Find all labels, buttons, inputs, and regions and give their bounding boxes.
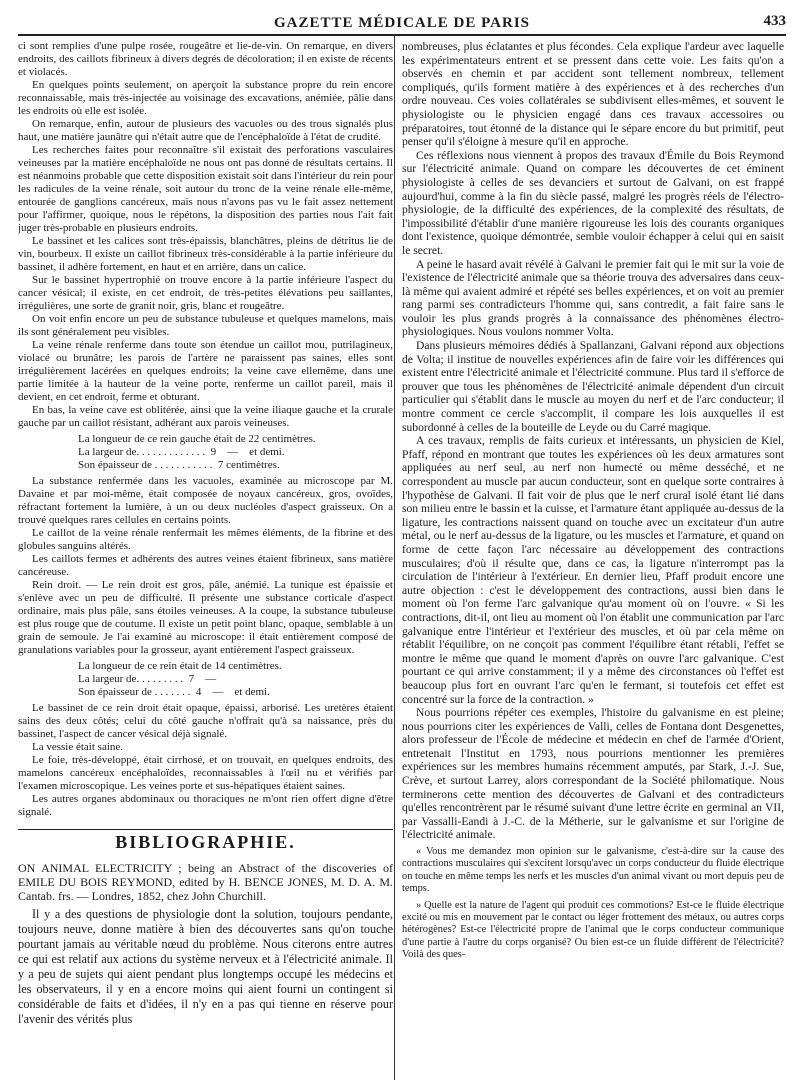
quoted-letter: » Quelle est la nature de l'agent qui produit ces commotions? Est-ce le fluide électrique excité ou mis en mouvement par le contact ou léger frottement des métaux, ou autres corps hétérogènes? Est-ce l'électricité propre de l'animal que le corps conducteur communique d'une partie à l'autre du corps organisé? Ou bien est-ce un fluide différent de l'électricité? Voilà des ques- xyxy=(402,899,784,961)
measurement-line: La largeur de. . . . . . . . . . . . . 9 — et demi. xyxy=(78,446,285,458)
measurement-line: Son épaisseur de . . . . . . . . . . . 7 centimètres. xyxy=(78,459,280,471)
paragraph: Dans plusieurs mémoires dédiés à Spallanzani, Galvani répond aux objections de Volta; il institue de nouvelles expériences afin de faire voir les différences qui existent entre l'électricité animale et l'électricité commune. Plus tard il s'efforce de prouver que tous les phénomènes de l'électricité animale dépendent d'un circuit particulier qui s'établit dans le muscle au moyen du nerf et de l'arc conducteur; il montre comment ce cercle s'accomplit, il compare les lois auxquelles il est subordonné à celles de la bouteille de Leyde ou du Carré magique. xyxy=(402,339,784,434)
paragraph: Les caillots fermes et adhérents des autres veines étaient fibrineux, sans matière cancéreuse. xyxy=(18,553,393,578)
page-number: 433 xyxy=(763,13,786,29)
paragraph: En bas, la veine cave est oblitérée, ainsi que la veine iliaque gauche et la crurale gauche par un caillot résistant, adhérant aux parois veineuses. xyxy=(18,404,393,429)
paragraph: Le foie, très-développé, était cirrhosé, et on trouvait, en quelques endroits, des mamelons cancéreux encéphaloïdes, reconnaissables à l'œil nu et vérifiés par l'examen microscopique. Les veines porte et sus-hépatiques étaient saines. xyxy=(18,754,393,792)
journal-title: GAZETTE MÉDICALE DE PARIS xyxy=(273,15,530,31)
paragraph: On voit enfin encore un peu de substance tubuleuse et quelques mamelons, mais ils sont généralement peu visibles. xyxy=(18,313,393,338)
paragraph: Ces réflexions nous viennent à propos des travaux d'Émile du Bois Reymond sur l'électricité animale. Quand on compare les découvertes de cet éminent physiologiste à celles de ses devanciers et surtout de Galvani, on est frappé aujourd'hui, comme à la fin du siècle passé, malgré les progrès réels de l'électro-physiologie, de la difficulté des expériences, de la complexité des résultats, de l'impossibilité d'établir d'une manière rigoureuse les lois des courants organiques dont l'existence, quoique démontrée, semble vouloir échapper à celui qui en saisit le secret. xyxy=(402,148,784,257)
quoted-letter: « Vous me demandez mon opinion sur le galvanisme, c'est-à-dire sur la cause des contractions musculaires qui s'excitent lorsqu'avec un corps conducteur du fluide électrique on touche en même temps les nerfs et les muscles d'un animal vivant ou mort depuis peu de temps. xyxy=(402,846,784,895)
paragraph: Le caillot de la veine rénale renfermait les mêmes éléments, de la fibrine et des globules sanguins altérés. xyxy=(18,527,393,552)
measurement-line: La largeur de. . . . . . . . . 7 — xyxy=(78,673,217,685)
paragraph: ci sont remplies d'une pulpe rosée, rougeâtre et lie-de-vin. On remarque, en divers endroits, des caillots fibrineux à divers degrés de décoloration; il en existe de récents et violacés. xyxy=(18,40,393,78)
paragraph: Sur le bassinet hypertrophié on trouve encore à la partie inférieure l'aspect du cancer vésical; il existe, en cet endroit, de très-petites élévations peu saillantes, irrégulières, une sorte de granit noir, gris, blanc et rougeâtre. xyxy=(18,274,393,312)
paragraph: Nous pourrions répéter ces exemples, l'histoire du galvanisme en est pleine; nous pourrions citer les expériences de Valli, celles de Fontana dont Desgenettes, alors professeur de l'École de médecine et médecin en chef de l'armée d'Orient, entretenait l'Institut en 1793, nous pourrions mentionner les premières expériences sur les membres humains récemment amputés, par Stark, J.-J. Sue, Crève, et surtout Larrey, alors correspondant de la Société philomatique. Nous terminerons cette mention des découvertes de Galvani et des contradicteurs qu'elles rencontrèrent par le résumé suivant d'une lettre écrite en germinal an VII, par Vassalli-Eandi à J.-C. de la Métherie, sur le galvanisme et sur l'origine de l'électricité animale. xyxy=(402,706,784,842)
page-header xyxy=(18,6,786,36)
paragraph: Le bassinet de ce rein droit était opaque, épaissi, arborisé. Les uretères étaient sains des deux côtés; celui du côté gauche n'offrait qu'à sa naissance, près du bassinet, l'aspect de cancer vésical déjà signalé. xyxy=(18,702,393,740)
paragraph: Les autres organes abdominaux ou thoraciques ne m'ont rien offert digne d'être signalé. xyxy=(18,793,393,818)
section-heading-bibliographie: BIBLIOGRAPHIE. xyxy=(18,829,393,855)
paragraph: nombreuses, plus éclatantes et plus fécondes. Cela explique l'ardeur avec laquelle les expérimentateurs entrent et se pressent dans cette voie. Les faits qu'on a observés en chemin et par accident sont tellement nombreux, tellement compliqués, qu'ils forment matière à des expériences et à des recherches d'un ordre nouveau. Ces voies collatérales se subdivisent elles-mêmes, et souvent le physiologiste ou le physicien engagé dans ces travaux accessoires ou préparatoires, tout étonné de la distance qui le sépare encore du but primitif, peut penser qu'il s'éloigne à mesure qu'il en approche. xyxy=(402,40,784,149)
measurement-line: La longueur de ce rein était de 14 centimètres. xyxy=(78,660,282,672)
right-column xyxy=(402,40,784,1080)
paragraph: On remarque, enfin, autour de plusieurs des vacuoles ou des trous signalés plus haut, une matière jaunâtre qui n'était autre que de l'encéphaloïde à l'état de crudité. xyxy=(18,118,393,143)
left-column xyxy=(18,40,393,1080)
paragraph: A ces travaux, remplis de faits curieux et intéressants, un physicien de Kiel, Pfaff, répond en montrant que toutes les expériences où les deux armatures sont appliquées au nerf seul, au nerf non humecté ou même desséché, et ne correspondent au muscle par aucun conducteur, sont en quelque sorte contraires à l'hypothèse de Galvani. Il fait voir de plus que le nerf crural isolé étant lié dans son milieu entre le bassin et la cuisse, et l'armature étant appliquée au-dessus de la ligature, les contractions naissent quand on touche avec un excitateur d'un autre métal, ou le nerf au-dessus de la ligature, ou les muscles et l'armature, et quand on forme de cette façon l'arc nécessaire au développement des contractions musculaires; d'où il résulte que, dans ce cas, la ligature n'interrompt pas la circulation de l'intérieur à l'extérieur. En dernier lieu, Pfaff produit encore une autre objection : c'est le développement des contractions, aussi bien dans le moment où l'on ferme l'arc galvanique qu'au moment où on l'ouvre. « Si les contractions, dit-il, ont lieu au moment où l'on établit une communication par l'arc galvanique entre l'intérieur et l'extérieur des muscles, et où par cela même on rétablit l'équilibre, on ne conçoit pas comment l'équilibre étant rétabli, l'effet se montre le même que quand le moment d'après on ouvre l'arc galvanique. C'est pourtant ce qui arrive constamment; il y a même des circonstances où l'effet est beaucoup plus fort en ouvrant l'arc qu'en le fermant, si toutefois cet effet est concentré sur la force de la contraction. » xyxy=(402,434,784,706)
measurements-right-kidney xyxy=(78,660,393,699)
paragraph: Les recherches faites pour reconnaître s'il existait des perforations vasculaires veineuses par la matière encéphaloïde ne nous ont pas donné de résultats certains. Il est néanmoins probable que cette disposition existait soit dans l'intérieur du rein pour les radicules de la veine rénale, soit autour du tronc de la veine rénale elle-même, entourée de ganglions cancéreux, mais nous n'avons pas vu le fait assez nettement pour l'affirmer, quoique, nous le répétons, la disposition des parties nous l'ait fait juger très-probable en plusieurs endroits. xyxy=(18,144,393,234)
paragraph: A peine le hasard avait révélé à Galvani le premier fait qui le mit sur la voie de l'existence de l'électricité animale que sa théorie trouva des adversaires dans ceux-là même qui avaient admiré et répété ses belles expériences, et on voit au premier rang parmi ses contradicteurs l'homme qui, sans contredit, a fait faire sans le vouloir les plus grands progrès à la connaissance des phénomènes électro-physiologiques. Nous voulons nommer Volta. xyxy=(402,257,784,339)
measurement-line: La longueur de ce rein gauche était de 22 centimètres. xyxy=(78,433,316,445)
paragraph: La substance renfermée dans les vacuoles, examinée au microscope par M. Davaine et par moi-même, était composée de noyaux cancéreux, gros, ovoïdes, réfractant fortement la lumière, à un ou deux nucléoles d'aspect graisseux. On a trouvé quelques rares cellules en certains points. xyxy=(18,475,393,526)
column-divider xyxy=(394,34,395,1080)
measurements-left-kidney xyxy=(78,433,393,472)
paragraph: Rein droit. — Le rein droit est gros, pâle, anémié. La tunique est épaissie et s'enlève avec un peu de difficulté. Il présente une substance corticale d'aspect ordinaire, mais plus pâle, sans étoiles veineuses. A la coupe, la substance tubuleuse est plus rouge que de coutume. Il existe un petit point blanc, opaque, semblable à un grain de semoule. Je l'ai examiné au microscope: il était entièrement composé de granulations variables pour la grosseur, ayant entièrement l'aspect graisseux. xyxy=(18,579,393,656)
paragraph: En quelques points seulement, on aperçoit la substance propre du rein encore reconnaissable, mais très-injectée au voisinage des excavations, anémiée, pâlie dans les endroits où elle est isolée. xyxy=(18,79,393,117)
paragraph: Il y a des questions de physiologie dont la solution, toujours pendante, toujours neuve, donne matière à bien des découvertes sans qu'on touche pourtant jamais au véritable nœud du problème. Nous citerons entre autres ce qui est relatif aux actions du système nerveux et à l'électricité animale. Il y a peu de sujets qui aient pendant plus longtemps occupé les médecins et les observateurs, il y en a encore moins qui aient fourni un contingent si considérable de faits et d'idées, il n'y en a pas qui tienne en réserve pour l'avenir des vérités plus xyxy=(18,907,393,1026)
paragraph: La veine rénale renferme dans toute son étendue un caillot mou, putrilagineux, violacé ou brunâtre; les parois de l'artère ne paraissent pas saines, elles sont irrégulièrement lacérées en quelques endroits; la veine cave ellemême, dans une partie limitée à la hauteur de la veine porte, renferme un caillot pareil, mais il devient, en cet endroit, ferme et obturant. xyxy=(18,339,393,403)
paragraph: La vessie était saine. xyxy=(32,741,124,753)
measurement-line: Son épaisseur de . . . . . . . 4 — et demi. xyxy=(78,686,270,698)
paragraph: Le bassinet et les calices sont très-épaissis, blanchâtres, pleins de détritus lie de vin, bourbeux. Il existe un caillot fibrineux très-considérable à la partie inférieure du bassinet, il adhère fortement, en haut et en arrière, dans un calice. xyxy=(18,235,393,273)
bibliography-reference: ON ANIMAL ELECTRICITY ; being an Abstract of the discoveries of EMILE DU BOIS REYMOND, edited by H. BENCE JONES, M. D. A. M. Cantab. frs. — Londres, 1852, chez John Churchill. xyxy=(18,861,393,903)
